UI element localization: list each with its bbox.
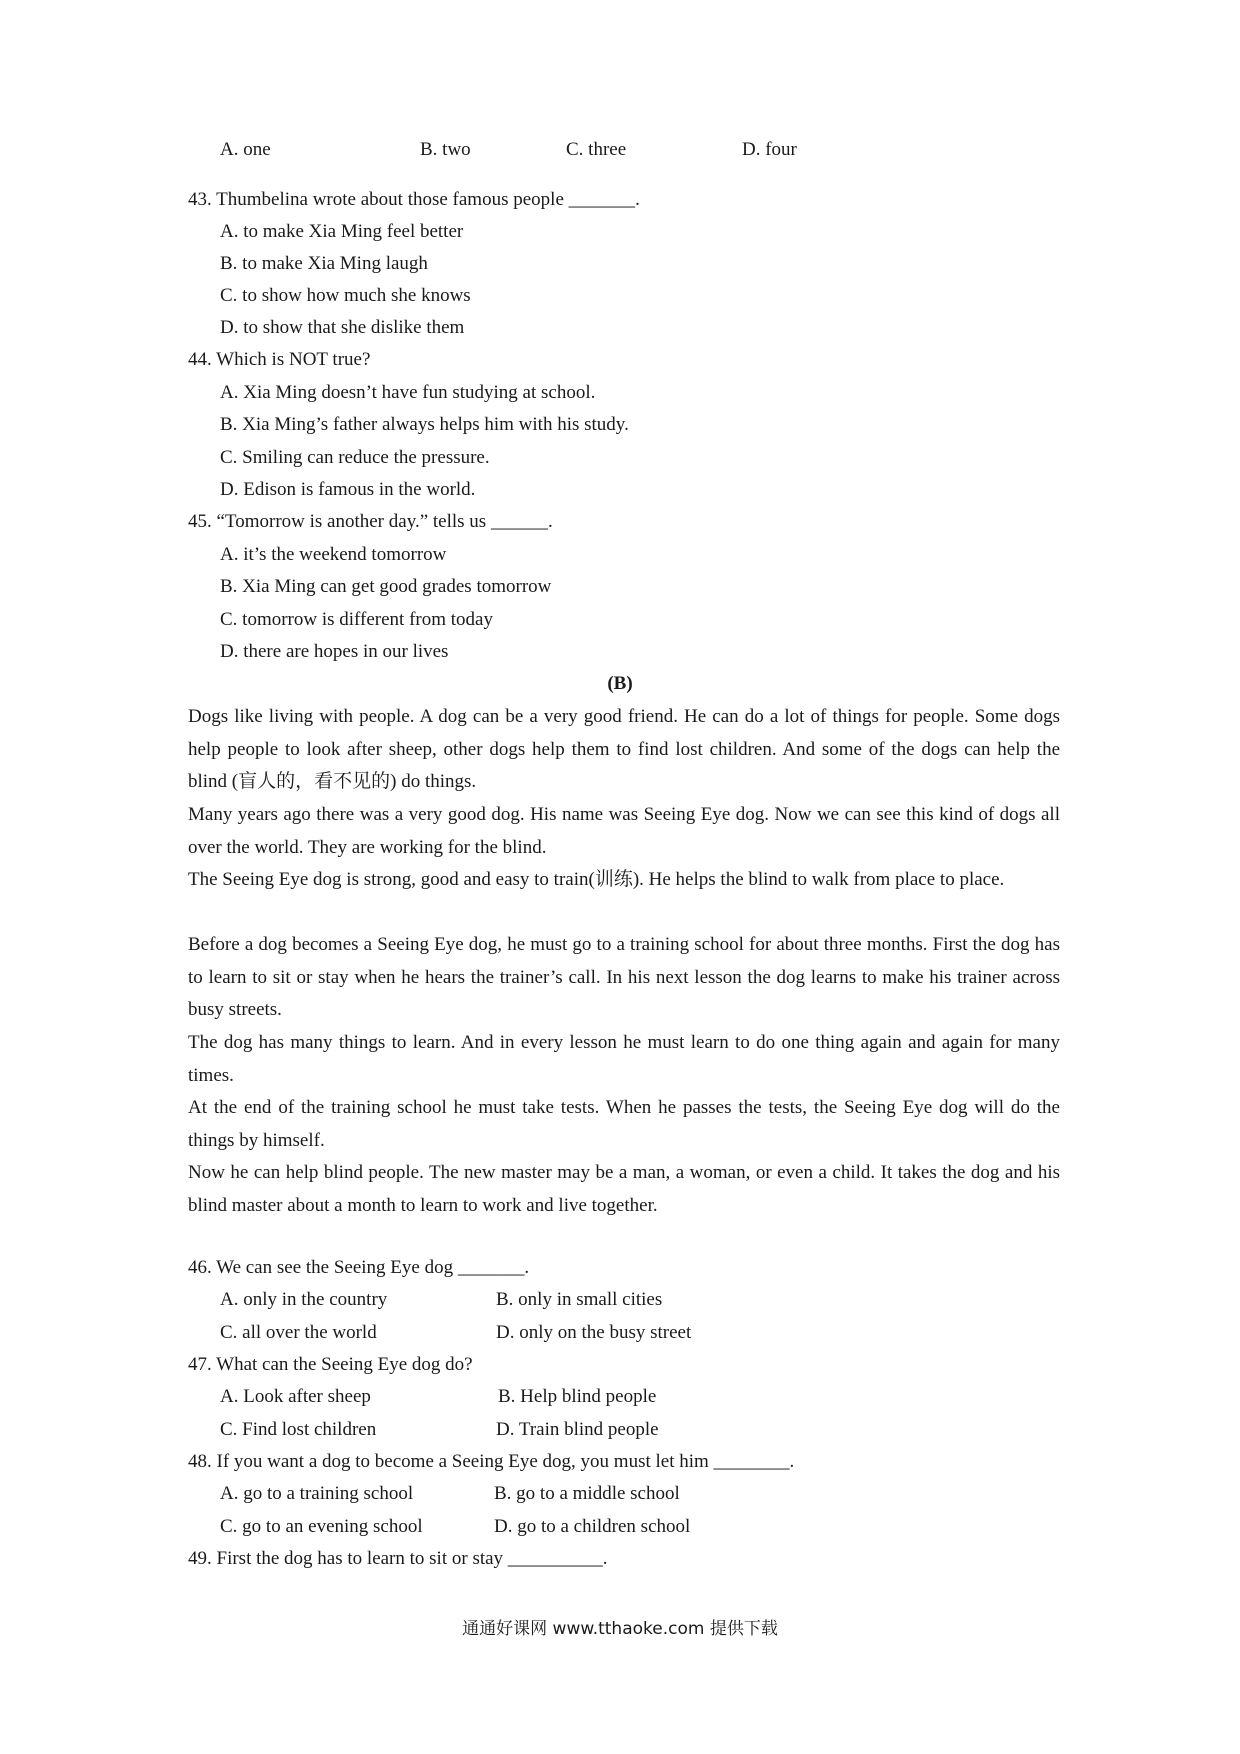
passage-paragraph-3: The Seeing Eye dog is strong, good and easy to train(训练). He helps the blind to walk from place to place. — [188, 869, 1005, 890]
q48-option-a: A. go to a training school — [220, 1483, 414, 1504]
q44-option-c: C. Smiling can reduce the pressure. — [220, 447, 490, 468]
q42-option-a: A. one — [220, 139, 271, 160]
q43-option-b: B. to make Xia Ming laugh — [220, 253, 428, 274]
q48-option-b: B. go to a middle school — [494, 1483, 680, 1504]
q43-option-a: A. to make Xia Ming feel better — [220, 221, 464, 242]
q42-option-b: B. two — [420, 139, 471, 160]
q49-stem: 49. First the dog has to learn to sit or stay __________. — [188, 1548, 608, 1569]
q47-stem: 47. What can the Seeing Eye dog do? — [188, 1354, 473, 1375]
q45-option-a: A. it’s the weekend tomorrow — [220, 544, 447, 565]
q42-option-c: C. three — [566, 139, 627, 160]
q45-option-b: B. Xia Ming can get good grades tomorrow — [220, 576, 552, 597]
passage-paragraph-5: The dog has many things to learn. And in every lesson he must learn to do one thing again and again for many times. — [188, 1032, 1060, 1086]
q42-option-d: D. four — [742, 139, 797, 160]
q43-option-c: C. to show how much she knows — [220, 285, 471, 306]
passage-paragraph-2: Many years ago there was a very good dog. His name was Seeing Eye dog. Now we can see this kind of dogs all over the world. They are working for the blind. — [188, 804, 1060, 858]
passage-paragraph-4: Before a dog becomes a Seeing Eye dog, he must go to a training school for about three months. First the dog has to learn to sit or stay when he hears the trainer’s call. In his next lesson the dog learns to make his trainer across busy streets. — [188, 934, 1060, 1021]
q45-option-d: D. there are hopes in our lives — [220, 641, 449, 662]
passage-paragraph-7: Now he can help blind people. The new master may be a man, a woman, or even a child. It takes the dog and his blind master about a month to learn to work and live together. — [188, 1162, 1060, 1216]
q47-option-a: A. Look after sheep — [220, 1386, 371, 1407]
q43-stem: 43. Thumbelina wrote about those famous people _______. — [188, 189, 640, 210]
passage-paragraph-1: Dogs like living with people. A dog can be a very good friend. He can do a lot of things for people. Some dogs help people to look after sheep, other dogs help them to find lost children. And some of the dogs can help the blind (盲人的，看不见的) do things. — [188, 706, 1060, 793]
q46-option-a: A. only in the country — [220, 1289, 388, 1310]
q45-option-c: C. tomorrow is different from today — [220, 609, 493, 630]
q46-option-b: B. only in small cities — [496, 1289, 663, 1310]
q48-option-c: C. go to an evening school — [220, 1516, 423, 1537]
passage-paragraph-6: At the end of the training school he must take tests. When he passes the tests, the Seeing Eye dog will do the things by himself. — [188, 1097, 1060, 1151]
q46-stem: 46. We can see the Seeing Eye dog _______. — [188, 1257, 530, 1278]
q48-stem: 48. If you want a dog to become a Seeing Eye dog, you must let him ________. — [188, 1451, 795, 1472]
q47-option-b: B. Help blind people — [498, 1386, 657, 1407]
q48-option-d: D. go to a children school — [494, 1516, 691, 1537]
q44-option-d: D. Edison is famous in the world. — [220, 479, 476, 500]
q45-stem: 45. “Tomorrow is another day.” tells us ______. — [188, 511, 553, 532]
q46-option-c: C. all over the world — [220, 1322, 377, 1343]
q44-option-b: B. Xia Ming’s father always helps him with his study. — [220, 414, 629, 435]
q44-stem: 44. Which is NOT true? — [188, 349, 371, 370]
q47-option-c: C. Find lost children — [220, 1419, 377, 1440]
q46-option-d: D. only on the busy street — [496, 1322, 692, 1343]
page-footer: 通通好课网 www.tthaoke.com 提供下载 — [462, 1619, 778, 1639]
q47-option-d: D. Train blind people — [496, 1419, 659, 1440]
q43-option-d: D. to show that she dislike them — [220, 317, 465, 338]
q44-option-a: A. Xia Ming doesn’t have fun studying at school. — [220, 382, 596, 403]
section-b-title: (B) — [607, 673, 633, 694]
